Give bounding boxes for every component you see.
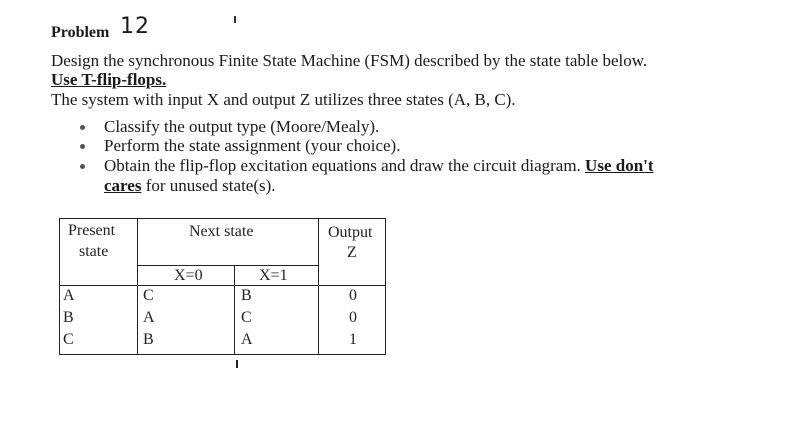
cell-present-a: A [63,287,75,304]
problem-number-handwritten: 12 [120,14,150,39]
problem-instruction: Use T-flip-flops. [51,70,167,89]
table-divider-output [318,218,319,355]
problem-description: Design the synchronous Finite State Machine (FSM) described by the state table below. [51,51,648,70]
cell-present-b: B [63,309,74,326]
header-next-state: Next state [189,223,254,240]
task-item [104,157,654,175]
table-border-right [385,218,386,355]
header-state: state [79,243,109,260]
header-output: Output [328,224,373,241]
task-item: Classify the output type (Moore/Mealy). [104,117,380,136]
table-border-bottom [59,354,386,355]
table-border-top [59,218,386,219]
table-divider-header [59,285,386,286]
emphasis-cares: cares [104,176,142,195]
cell-next-x0-c: B [143,331,154,348]
cell-next-x0-b: A [143,309,155,326]
header-output-z: Z [347,244,357,261]
cell-next-x1-b: C [241,309,252,326]
task-item-continued [104,177,276,195]
cell-output-c: 1 [349,331,357,348]
cell-next-x0-a: C [143,287,154,304]
header-x1: X=1 [259,267,288,284]
problem-title: Problem [51,24,110,41]
bullet-dot [80,164,85,169]
bullet-dot [80,125,85,130]
cell-next-x1-a: B [241,287,252,304]
table-divider-subheader [137,265,318,266]
system-description: The system with input X and output Z utilizes three states (A, B, C). [51,90,516,109]
task-item-tail: for unused state(s). [145,176,276,195]
header-present: Present [68,222,116,239]
table-border-left [59,218,60,355]
header-x0: X=0 [174,267,203,284]
task-item-text: Obtain the flip-flop excitation equations and draw the circuit diagram. [104,156,581,175]
table-divider-present [137,218,138,355]
stray-mark [236,360,238,368]
cell-output-a: 0 [349,287,357,304]
state-table [59,218,386,358]
cell-next-x1-c: A [241,331,253,348]
task-item: Perform the state assignment (your choice). [104,136,401,155]
bullet-dot [80,144,85,149]
table-divider-x [234,265,235,355]
stray-mark [234,16,236,23]
cell-output-b: 0 [349,309,357,326]
emphasis-dont-cares: Use don't [585,156,654,175]
cell-present-c: C [63,331,74,348]
